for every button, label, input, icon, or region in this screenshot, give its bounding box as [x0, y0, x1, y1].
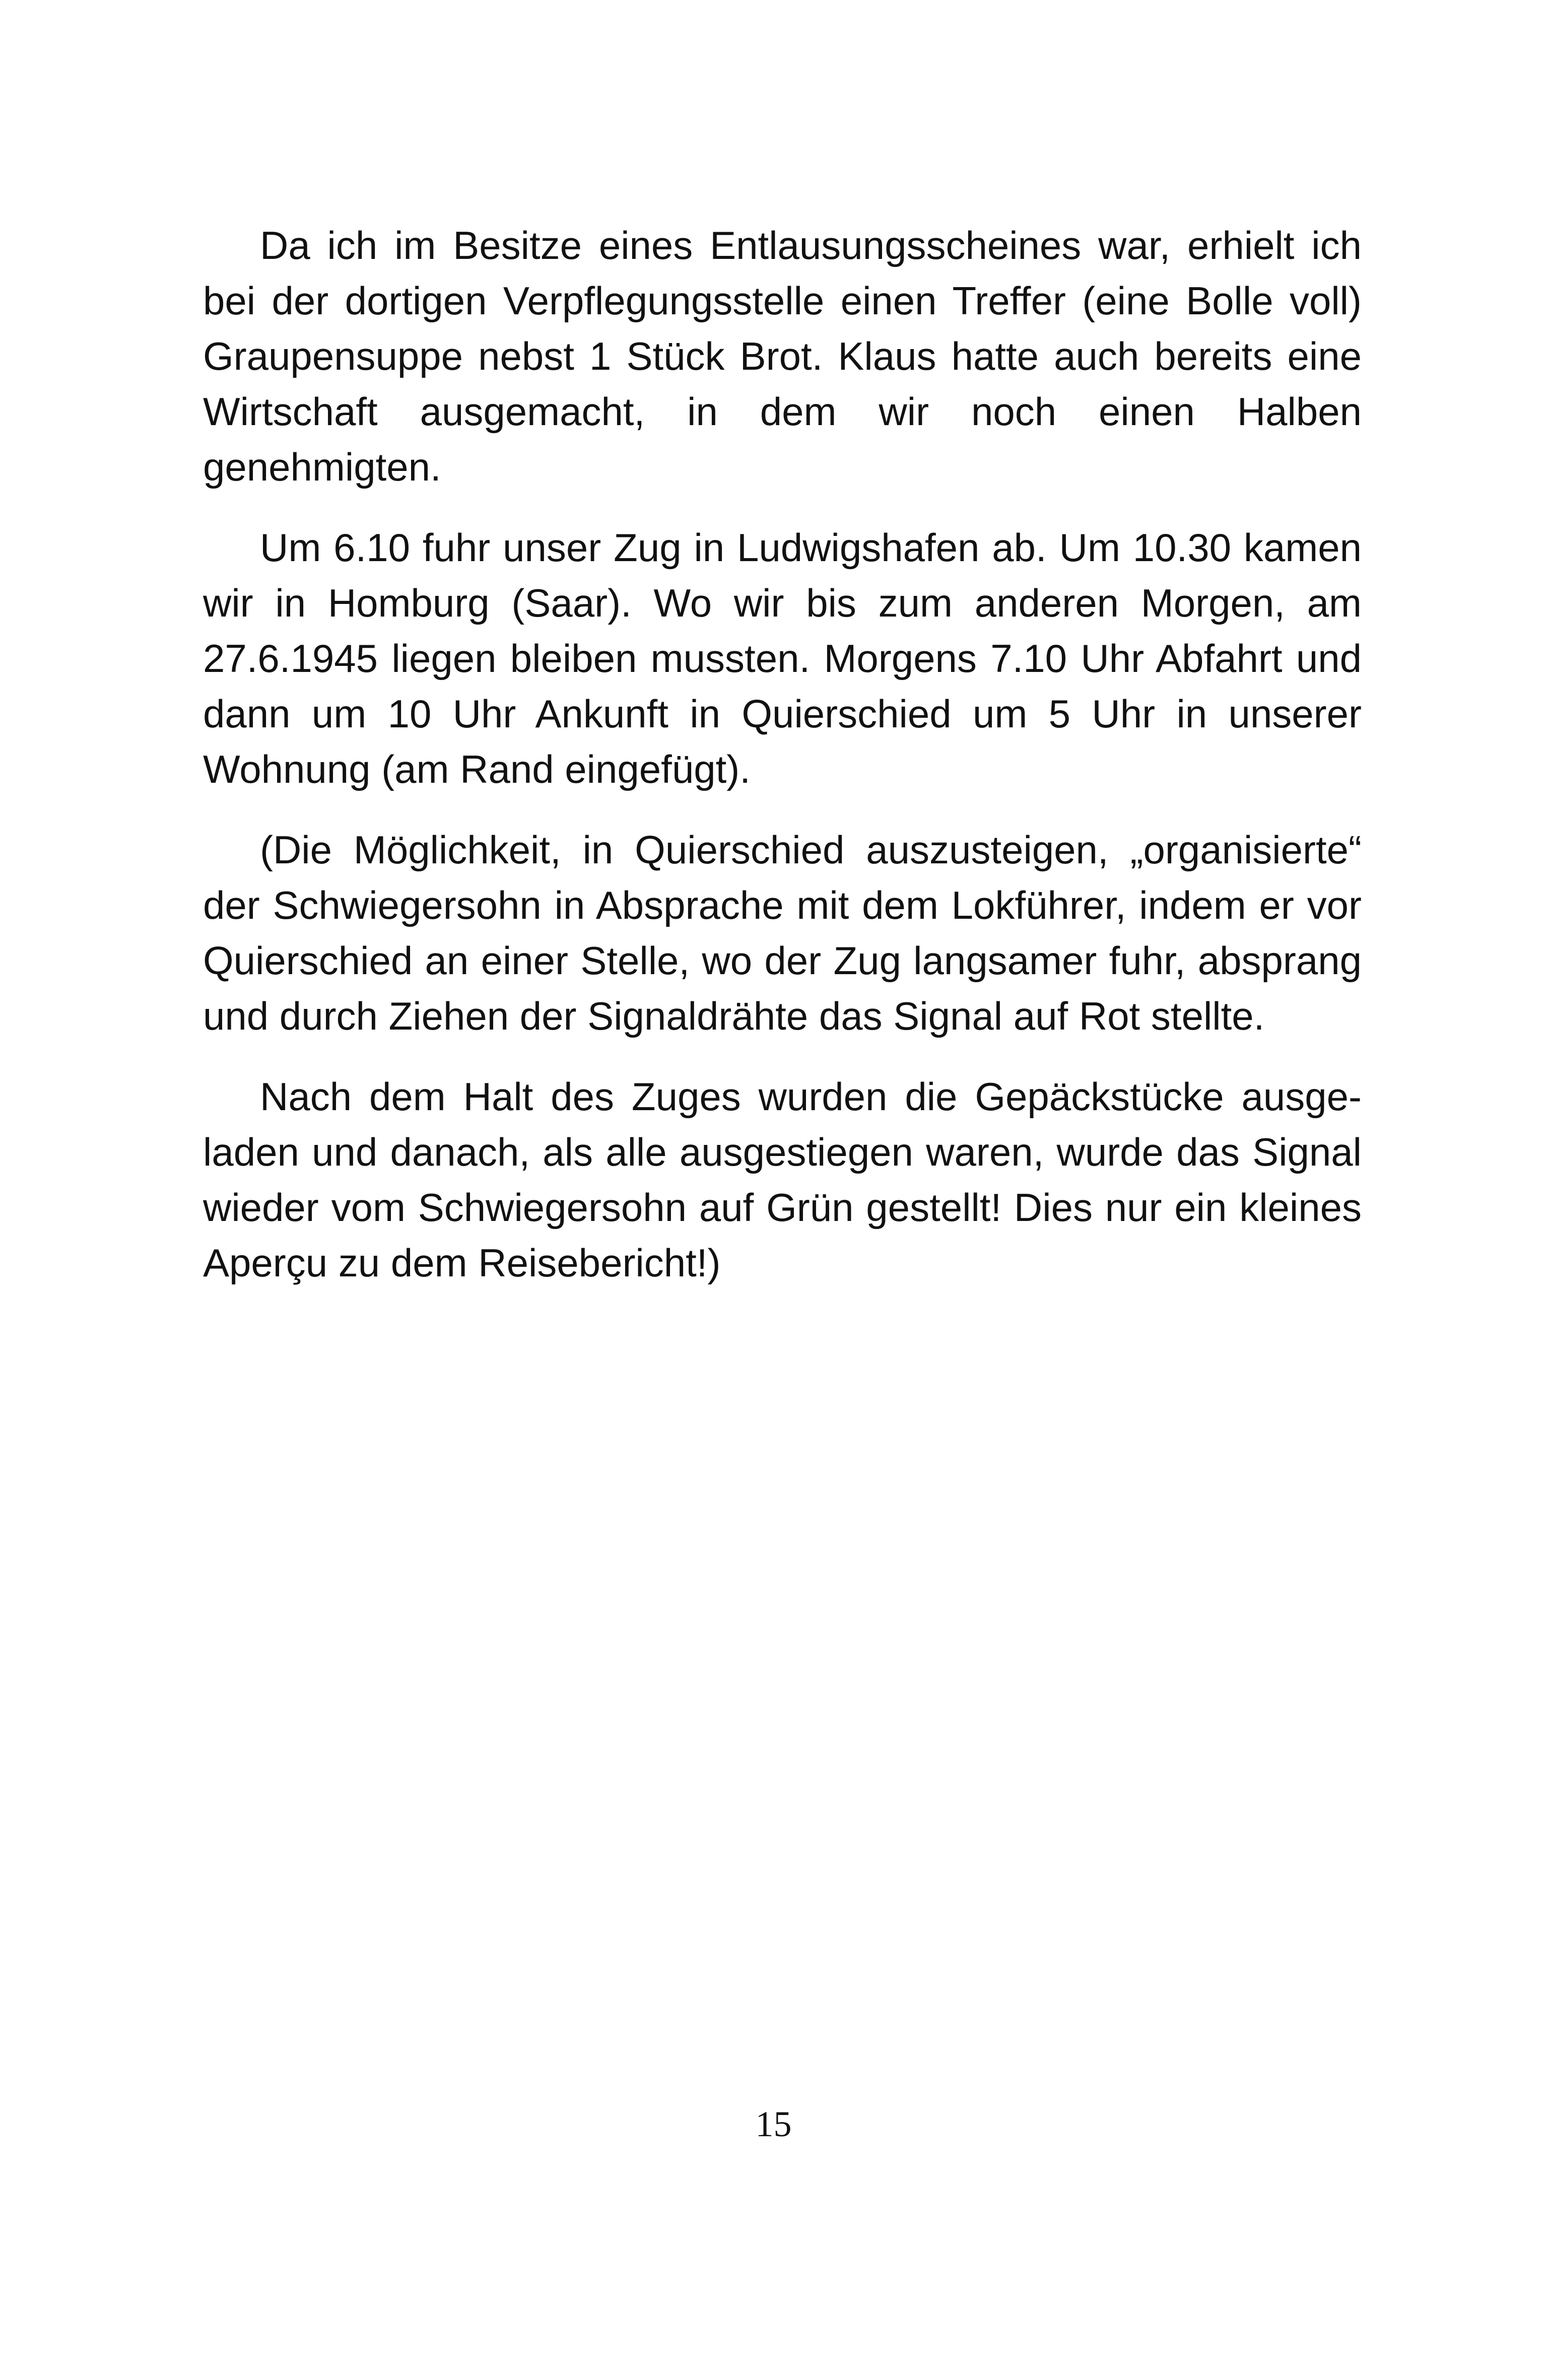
- paragraph: Um 6.10 fuhr unser Zug in Ludwigshafen ab. Um 10.30 kamen wir in Homburg (Saar). Wo wir bis zum anderen Morgen, am 27.6.1945 liegen bleiben mussten. Morgens 7.10 Uhr Abfahrt und dann um 10 Uhr Ankunft in Quierschied um 5 Uhr in unserer Wohnung (am Rand eingefügt).: [203, 525, 1362, 791]
- paragraph: Nach dem Halt des Zuges wurden die Gepäckstücke ausgeladen und danach, als alle ausgestiegen waren, wurde das Signal wieder vom Schwiegersohn auf Grün gestellt! Dies nur ein kleines Aperçu zu dem Reisebericht!): [203, 1074, 1362, 1285]
- paragraph: Da ich im Besitze eines Entlausungsscheines war, erhielt ich bei der dortigen Verpflegungsstelle einen Treffer (eine Bolle voll) Graupensuppe nebst 1 Stück Brot. Klaus hatte auch bereits eine Wirtschaft ausgemacht, in dem wir noch einen Halben genehmigten.: [203, 223, 1362, 489]
- page-body: [203, 218, 1362, 1316]
- paragraph: (Die Möglichkeit, in Quierschied auszusteigen, „organisierte“ der Schwiegersohn in Absprache mit dem Lokführer, indem er vor Quierschied an einer Stelle, wo der Zug langsamer fuhr, absprang und durch Ziehen der Signaldrähte das Signal auf Rot stellte.: [203, 828, 1362, 1038]
- page-number: 15: [755, 2104, 792, 2144]
